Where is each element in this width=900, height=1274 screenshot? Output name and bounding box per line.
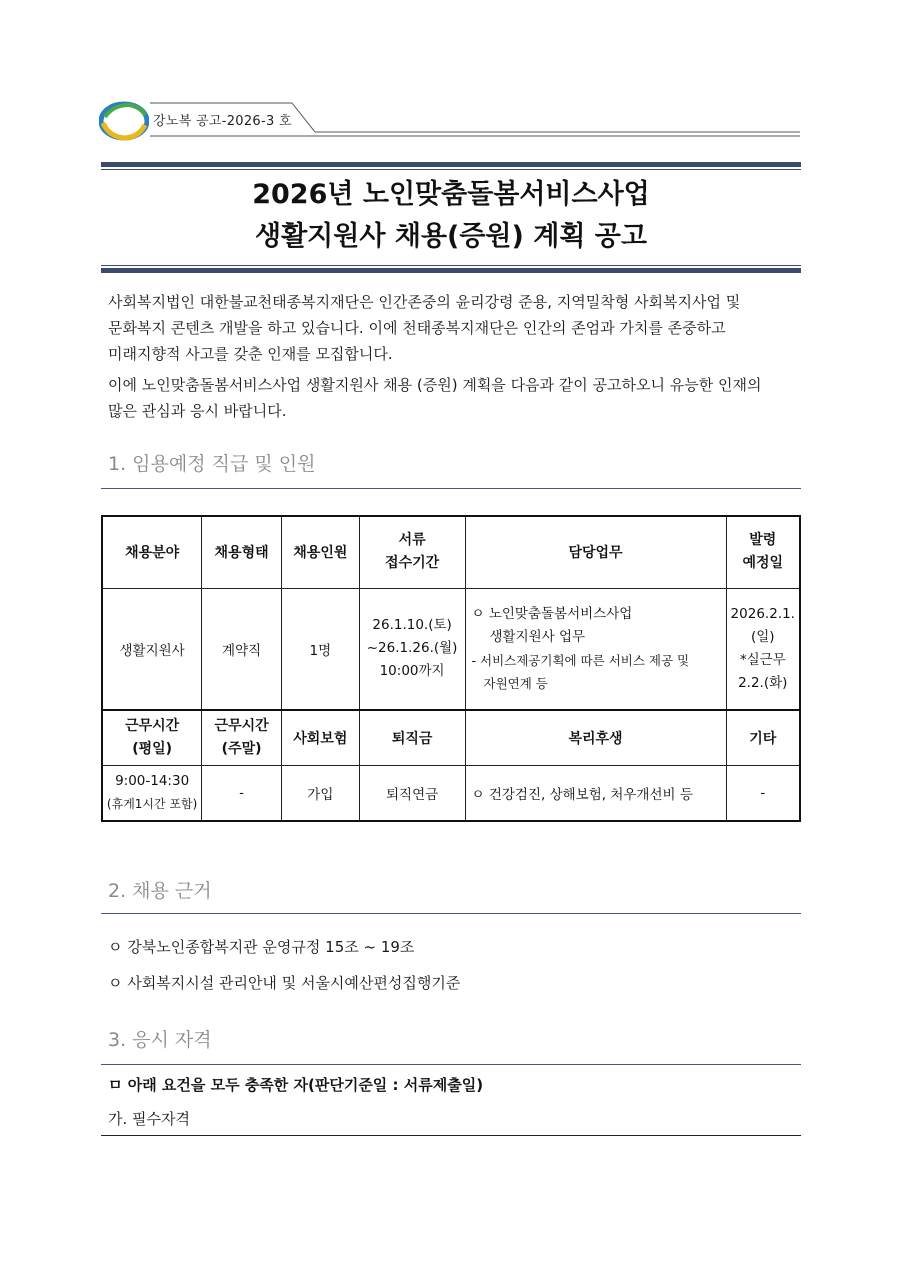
duty-line: - 서비스제공기획에 따른 서비스 제공 및 <box>471 652 690 668</box>
weekday-time: 9:00-14:30 <box>115 772 190 789</box>
intro-line: 사회복지법인 대한불교천태종복지재단은 인간존중의 윤리강령 준용, 지역밀착형 사회복지사업 및 <box>108 293 741 311</box>
th-date-l2: 예정일 <box>742 555 784 572</box>
th-period-l2: 접수기간 <box>385 555 440 572</box>
duty-line: 자원연계 등 <box>483 675 548 691</box>
intro-line: 미래지향적 사고를 갖춘 인재를 모집합니다. <box>108 345 393 363</box>
section-2-title: 2. 채용 근거 <box>108 880 212 902</box>
section-3-title: 3. 응시 자격 <box>108 1029 212 1051</box>
th-date <box>726 516 800 588</box>
section-3-bottom-rule <box>101 1135 801 1136</box>
th-period-l1: 서류 <box>398 532 426 549</box>
duty-line: 생활지원사 업무 <box>489 628 586 645</box>
intro-line: 많은 관심과 응시 바랍니다. <box>108 402 287 420</box>
duty-line: ㅇ 노인맞춤돌봄서비스사업 <box>471 605 633 622</box>
title-top-rule <box>101 162 801 167</box>
title-line-1: 2026년 노인맞춤돌봄서비스사업 <box>252 179 650 210</box>
notice-number: 강노복 공고-2026-3 호 <box>153 114 292 129</box>
th-duty: 담당업무 <box>465 516 726 588</box>
intro-line: 이에 노인맞춤돌봄서비스사업 생활지원사 채용 (증원) 계획을 다음과 같이 공고하오니 유능한 인재의 <box>108 376 762 394</box>
th-severance: 퇴직금 <box>359 710 465 765</box>
cell-etc: - <box>726 765 800 821</box>
cell-weekend-time: - <box>202 765 282 821</box>
title-bottom-rule <box>101 268 801 273</box>
table-header-row-2 <box>102 710 800 765</box>
title-bottom-thin-rule <box>101 265 801 266</box>
table-header-row <box>102 516 800 588</box>
date-line: (일) <box>750 628 775 645</box>
section-2-rule <box>101 913 801 914</box>
period-line: ~26.1.26.(월) <box>366 640 458 657</box>
date-line: 2.2.(화) <box>738 674 788 691</box>
intro-paragraph-1 <box>108 289 798 367</box>
th-period <box>359 516 465 588</box>
cell-field: 생활지원사 <box>102 588 202 710</box>
cell-insurance: 가입 <box>281 765 359 821</box>
th-field: 채용분야 <box>102 516 202 588</box>
intro-line: 문화복지 콘텐츠 개발을 하고 있습니다. 이에 천태종복지재단은 인간의 존엄과 가치를 존중하고 <box>108 319 726 337</box>
requirement-heading: ㅁ 아래 요건을 모두 충족한 자(판단기준일 : 서류제출일) <box>108 1076 484 1094</box>
title-top-thin-rule <box>101 169 801 170</box>
th-weekend-l1: 근무시간 <box>214 717 269 734</box>
th-weekday-l2: (평일) <box>132 740 173 757</box>
cell-weekday-time <box>102 765 202 821</box>
table-row <box>102 765 800 821</box>
th-weekday-l1: 근무시간 <box>125 717 180 734</box>
section-1-title: 1. 임용예정 직급 및 인원 <box>108 453 316 475</box>
list-item: ㅇ 강북노인종합복지관 운영규정 15조 ~ 19조 <box>108 938 415 956</box>
page-title <box>101 174 801 258</box>
th-weekend <box>202 710 282 765</box>
cell-date <box>726 588 800 710</box>
section-3-rule <box>101 1064 801 1065</box>
cell-welfare: ㅇ 건강검진, 상해보험, 처우개선비 등 <box>465 765 726 821</box>
cell-severance: 퇴직연금 <box>359 765 465 821</box>
cell-count: 1명 <box>281 588 359 710</box>
cell-duty <box>465 588 726 710</box>
th-insurance: 사회보험 <box>281 710 359 765</box>
intro-paragraph-2 <box>108 372 798 424</box>
th-welfare: 복리후생 <box>465 710 726 765</box>
date-line: 2026.2.1. <box>730 605 795 622</box>
period-line: 26.1.10.(토) <box>372 617 452 634</box>
requirement-sub: 가. 필수자격 <box>108 1110 190 1128</box>
recruitment-table <box>101 515 801 822</box>
table-row <box>102 588 800 710</box>
date-line: *실근무 <box>739 651 786 668</box>
th-weekend-l2: (주말) <box>221 740 262 757</box>
list-item: ㅇ 사회복지시설 관리안내 및 서울시예산편성집행기준 <box>108 974 461 992</box>
cell-period <box>359 588 465 710</box>
title-line-2: 생활지원사 채용(증원) 계획 공고 <box>255 221 647 252</box>
cell-type: 계약직 <box>202 588 282 710</box>
weekday-note: (휴게1시간 포함) <box>106 796 198 811</box>
section-1-rule <box>101 488 801 489</box>
th-date-l1: 발령 <box>749 532 777 549</box>
th-count: 채용인원 <box>281 516 359 588</box>
th-type: 채용형태 <box>202 516 282 588</box>
th-etc: 기타 <box>726 710 800 765</box>
th-weekday <box>102 710 202 765</box>
period-line: 10:00까지 <box>379 663 445 680</box>
